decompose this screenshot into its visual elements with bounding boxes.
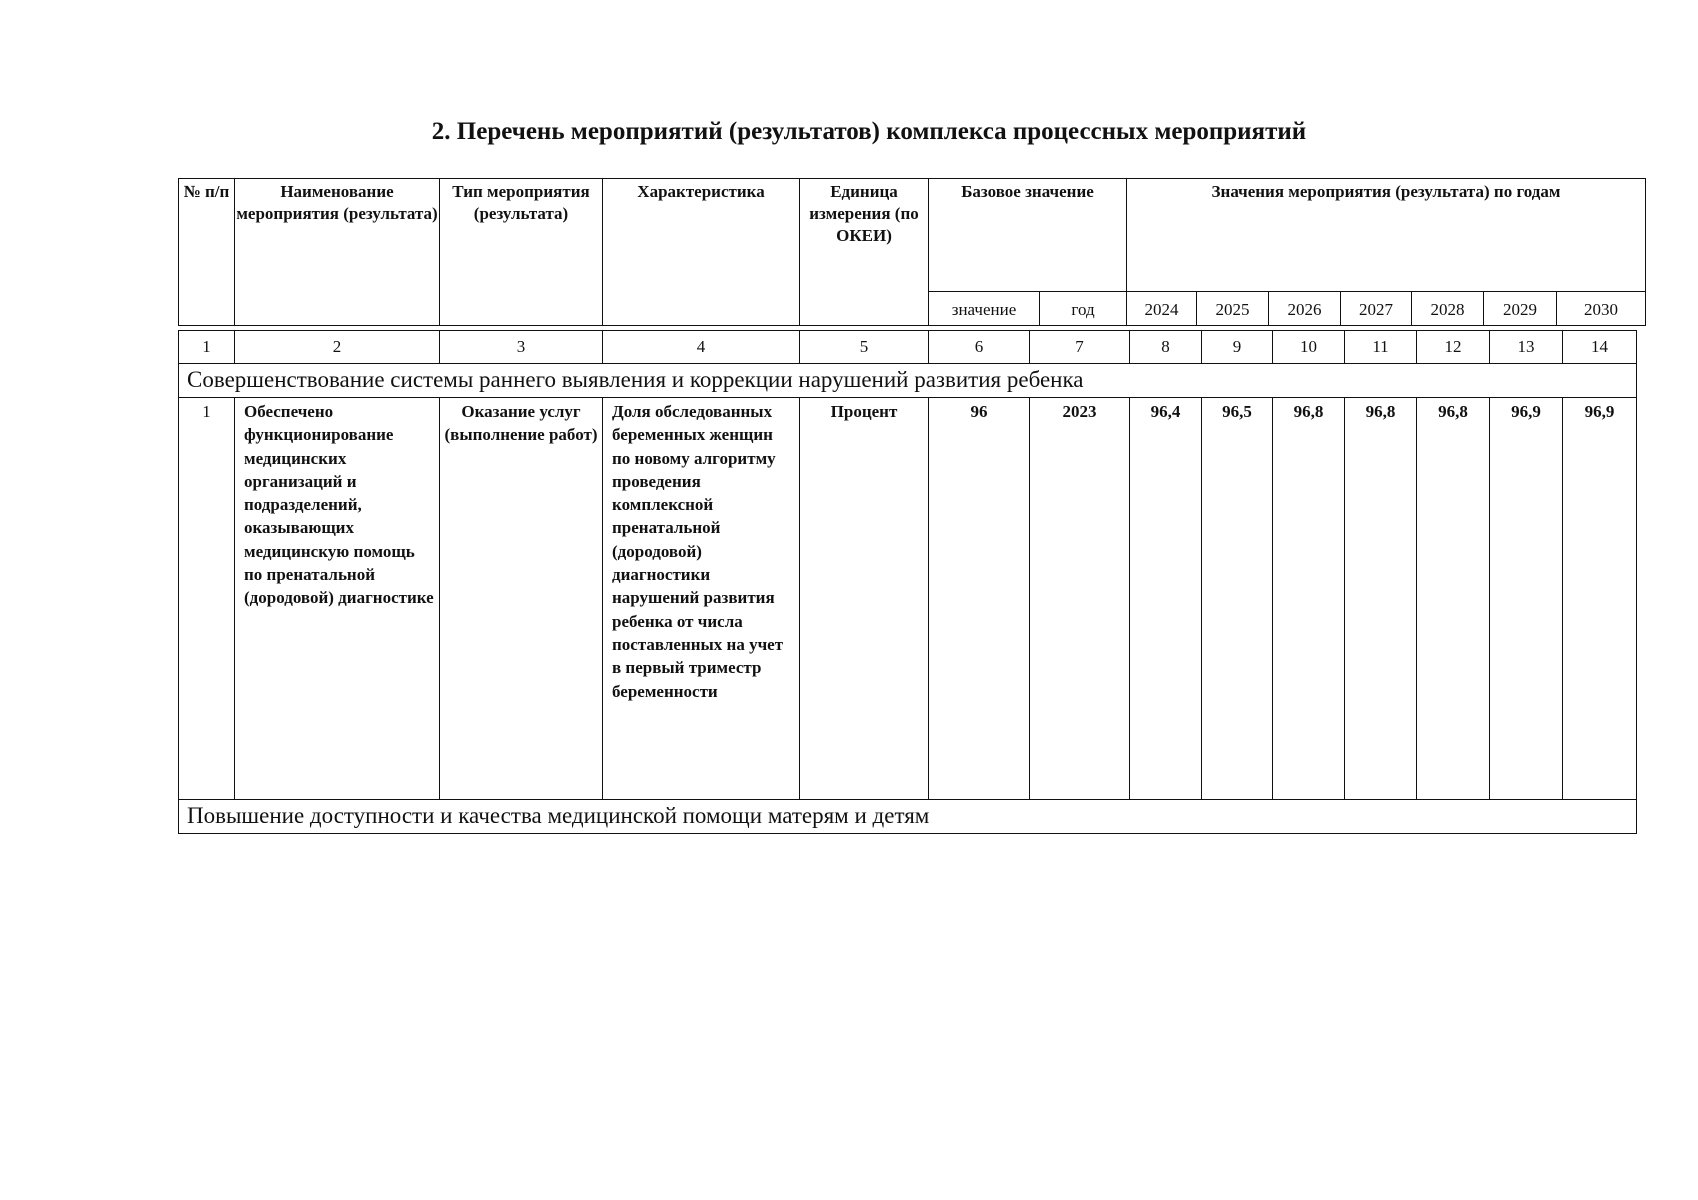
section-title: Совершенствование системы раннего выявления и коррекции нарушений развития ребенка	[179, 364, 1637, 398]
column-number: 9	[1202, 331, 1273, 364]
table-row	[179, 398, 1637, 800]
data-table	[178, 330, 1637, 834]
row-year-value: 96,5	[1202, 398, 1273, 800]
column-number: 10	[1273, 331, 1345, 364]
row-year-value: 96,8	[1345, 398, 1417, 800]
column-number: 7	[1030, 331, 1130, 364]
header-base-group: Базовое значение	[929, 179, 1127, 292]
row-unit: Процент	[800, 398, 929, 800]
header-years-group: Значения мероприятия (результата) по годам	[1127, 179, 1646, 292]
header-characteristic: Характеристика	[603, 179, 800, 326]
row-number: 1	[179, 398, 235, 800]
column-number-row	[179, 331, 1637, 364]
row-year-value: 96,4	[1130, 398, 1202, 800]
row-year-value: 96,8	[1273, 398, 1345, 800]
column-number: 1	[179, 331, 235, 364]
row-year-value: 96,8	[1417, 398, 1490, 800]
header-table	[178, 178, 1646, 326]
row-name: Обеспечено функционирование медицинских организаций и подразделений, оказывающих медицинскую помощь по пренатальной (дородовой) диагностике	[235, 398, 440, 800]
row-year-value: 96,9	[1563, 398, 1637, 800]
column-number: 3	[440, 331, 603, 364]
header-name: Наименование мероприятия (результата)	[235, 179, 440, 326]
column-number: 2	[235, 331, 440, 364]
column-number: 11	[1345, 331, 1417, 364]
row-year-value: 96,9	[1490, 398, 1563, 800]
column-number: 8	[1130, 331, 1202, 364]
section-row	[179, 364, 1637, 398]
header-year: 2028	[1412, 292, 1484, 326]
header-num: № п/п	[179, 179, 235, 326]
header-year: 2030	[1557, 292, 1646, 326]
header-base-year: год	[1040, 292, 1127, 326]
header-year: 2025	[1197, 292, 1269, 326]
column-number: 14	[1563, 331, 1637, 364]
row-characteristic: Доля обследованных беременных женщин по новому алгоритму проведения комплексной пренатальной (дородовой) диагностики нарушений развития ребенка от числа поставленных на учет в первый триместр беременности	[603, 398, 800, 800]
header-type: Тип мероприятия (результата)	[440, 179, 603, 326]
header-year: 2027	[1341, 292, 1412, 326]
header-year: 2026	[1269, 292, 1341, 326]
column-number: 4	[603, 331, 800, 364]
header-year: 2024	[1127, 292, 1197, 326]
page-title: 2. Перечень мероприятий (результатов) комплекса процессных мероприятий	[431, 118, 1307, 145]
section-title: Повышение доступности и качества медицинской помощи матерям и детям	[179, 800, 1637, 834]
row-base-year: 2023	[1030, 398, 1130, 800]
header-unit: Единица измерения (по ОКЕИ)	[800, 179, 929, 326]
section-row	[179, 800, 1637, 834]
column-number: 13	[1490, 331, 1563, 364]
column-number: 12	[1417, 331, 1490, 364]
header-base-value: значение	[929, 292, 1040, 326]
row-base-value: 96	[929, 398, 1030, 800]
row-type: Оказание услуг (выполнение работ)	[440, 398, 603, 800]
column-number: 5	[800, 331, 929, 364]
header-year: 2029	[1484, 292, 1557, 326]
column-number: 6	[929, 331, 1030, 364]
